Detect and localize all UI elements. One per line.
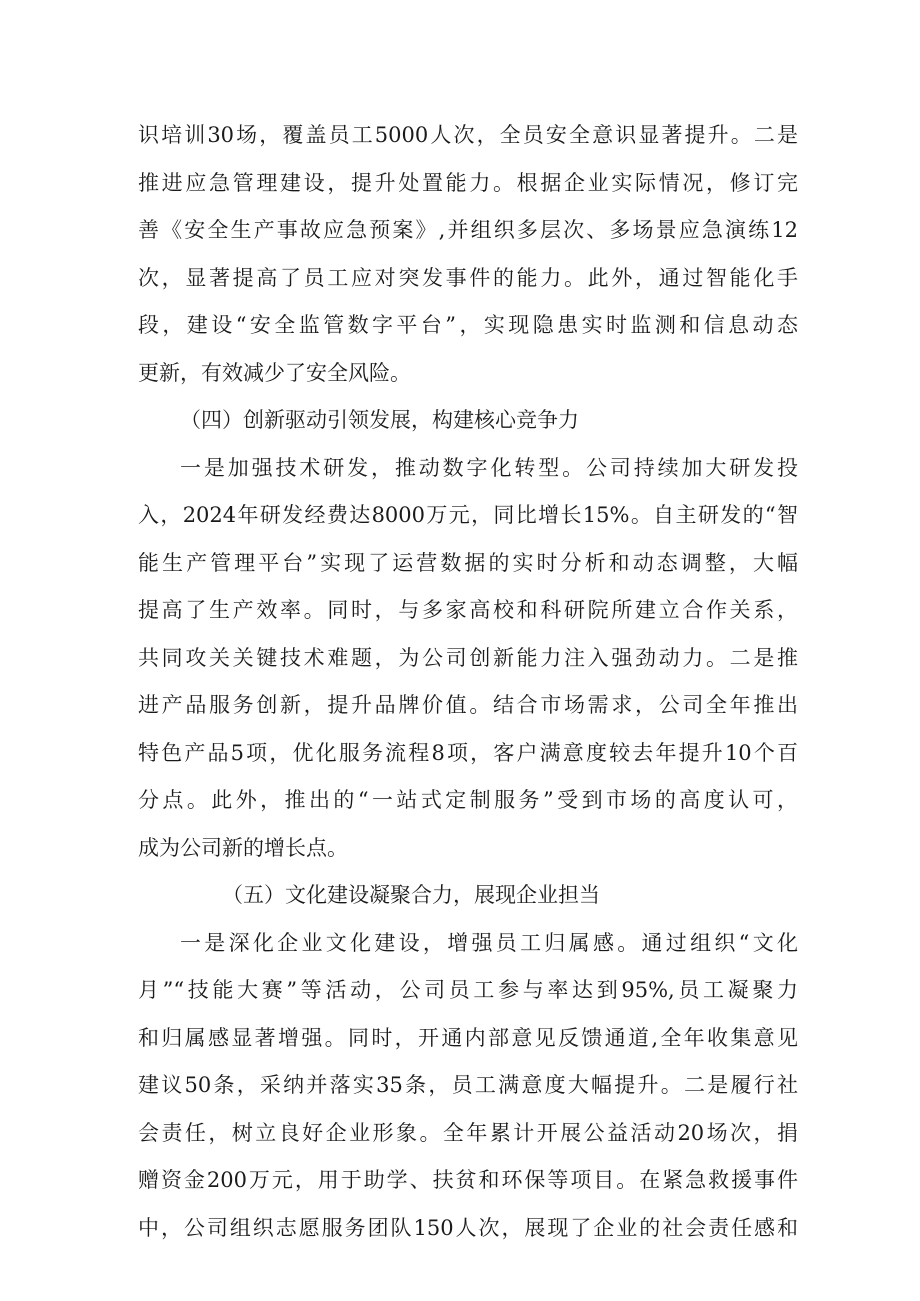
paragraph-line: 赠资金200万元，用于助学、扶贫和环保等项目。在紧急救援事件 xyxy=(138,1168,798,1192)
paragraph-line: 会责任，树立良好企业形象。全年累计开展公益活动20场次，捐 xyxy=(138,1120,798,1145)
paragraph-line: 月”“技能大赛”等活动，公司员工参与率达到95%,员工凝聚力 xyxy=(138,978,798,1002)
paragraph-line: 识培训30场，覆盖员工5000人次，全员安全意识显著提升。二是 xyxy=(138,123,798,147)
paragraph-line: 能生产管理平台”实现了运营数据的实时分析和动态调整，大幅 xyxy=(138,550,798,575)
paragraph-line: 一是深化企业文化建设，增强员工归属感。通过组织“文化 xyxy=(180,930,798,955)
paragraph-line: 共同攻关关键技术难题，为公司创新能力注入强劲动力。二是推 xyxy=(138,645,798,670)
section-heading: （五）文化建设凝聚合力，展现企业担当 xyxy=(222,883,600,907)
paragraph-line: 次，显著提高了员工应对突发事件的能力。此外，通过智能化手 xyxy=(138,265,798,290)
paragraph-line: 和归属感显著增强。同时，开通内部意见反馈通道,全年收集意见 xyxy=(138,1025,798,1050)
paragraph-line: 一是加强技术研发，推动数字化转型。公司持续加大研发投 xyxy=(180,455,798,480)
paragraph-line: 善《安全生产事故应急预案》,并组织多层次、多场景应急演练12 xyxy=(138,218,798,242)
paragraph-line: 成为公司新的增长点。 xyxy=(138,835,348,860)
paragraph-line: 分点。此外，推出的“一站式定制服务”受到市场的高度认可， xyxy=(138,788,798,812)
paragraph-line: 提高了生产效率。同时，与多家高校和科研院所建立合作关系， xyxy=(138,598,798,622)
paragraph-line: 建议50条，采纳并落实35条，员工满意度大幅提升。二是履行社 xyxy=(138,1073,798,1097)
document-body xyxy=(138,112,798,1252)
paragraph-line: 推进应急管理建设，提升处置能力。根据企业实际情况，修订完 xyxy=(138,170,798,195)
paragraph-line: 更新，有效减少了安全风险。 xyxy=(138,360,411,385)
section-heading: （四）创新驱动引领发展，构建核心竞争力 xyxy=(180,408,579,432)
paragraph-line: 特色产品5项，优化服务流程8项，客户满意度较去年提升10个百 xyxy=(138,740,798,765)
paragraph-line: 入，2024年研发经费达8000万元，同比增长15%。自主研发的“智 xyxy=(138,503,798,527)
paragraph-line: 中，公司组织志愿服务团队150人次，展现了企业的社会责任感和 xyxy=(138,1215,798,1240)
paragraph-line: 段，建设“安全监管数字平台”，实现隐患实时监测和信息动态 xyxy=(138,313,798,337)
paragraph-line: 进产品服务创新，提升品牌价值。结合市场需求，公司全年推出 xyxy=(138,693,798,717)
